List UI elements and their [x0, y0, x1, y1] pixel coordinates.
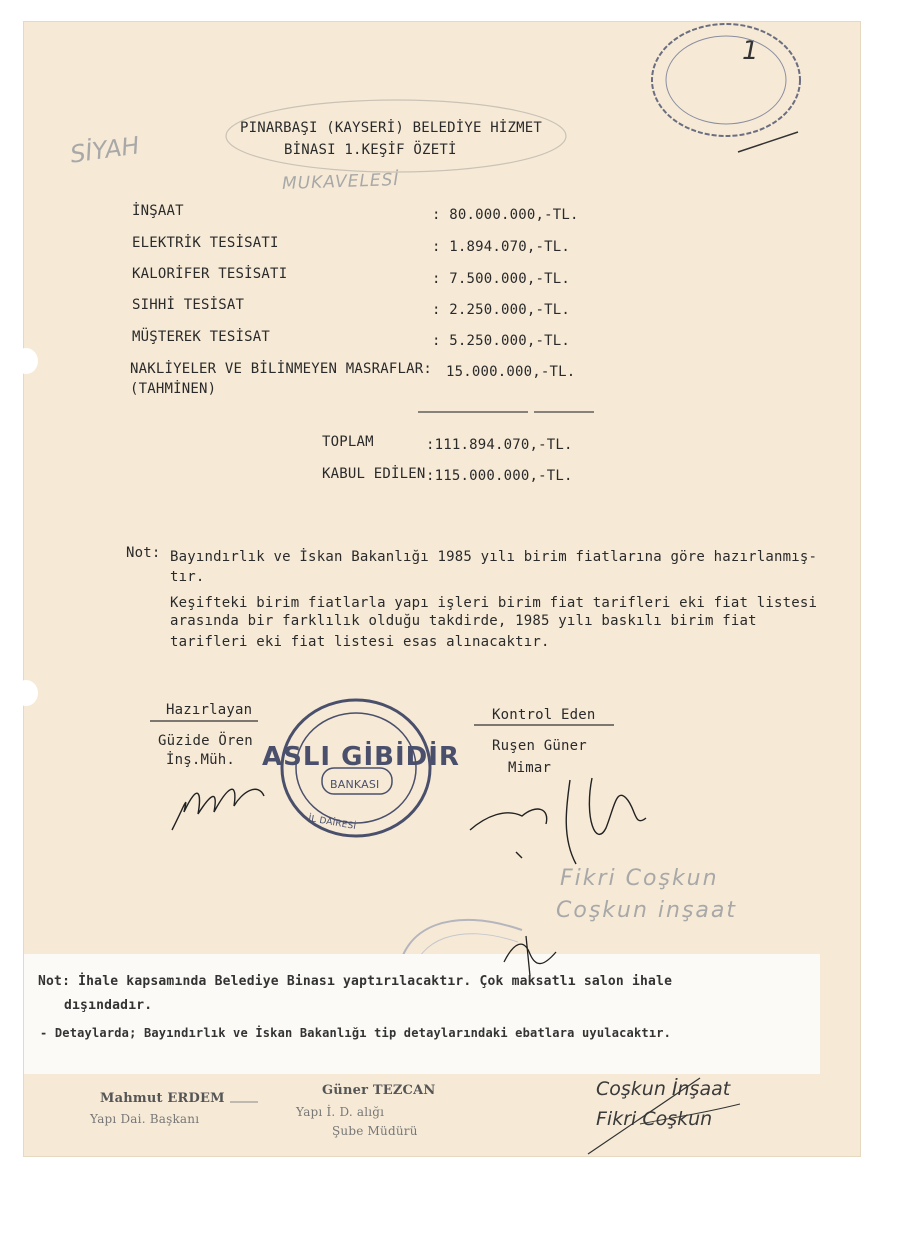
punch-hole	[14, 348, 38, 374]
note-line-2: tır.	[170, 569, 205, 585]
footer-left-rule	[230, 1100, 260, 1104]
note-line-3: Keşifteki birim fiatlarla yapı işleri birim fiat tarifleri eki fiat listesi	[170, 595, 818, 611]
controlled-signature	[466, 768, 666, 868]
note-line-4: arasında bir farklılık olduğu takdirde, 1985 yılı baskılı birim fiat	[170, 613, 757, 629]
item-value-elektrik: : 1.894.070,-TL.	[432, 239, 571, 255]
item-value-insaat: : 80.000.000,-TL.	[432, 207, 579, 223]
controlled-name: Ruşen Güner	[492, 738, 587, 754]
prepared-signature	[168, 772, 268, 836]
pencil-fikri-coskun: Fikri Coşkun	[560, 866, 719, 891]
kabul-label: KABUL EDİLEN	[322, 466, 426, 482]
item-label-nakliye: NAKLİYELER VE BİLİNMEYEN MASRAFLAR:	[130, 361, 433, 377]
punch-hole	[14, 680, 38, 706]
toplam-label: TOPLAM	[322, 434, 374, 450]
pencil-note-mukavelesi: MUKAVELESİ	[281, 169, 400, 195]
stamp-asli-gibidir: ASLI GİBİDİR	[262, 742, 460, 772]
controlled-role: Mimar	[508, 760, 552, 776]
footer-mid-name: Güner TEZCAN	[322, 1083, 436, 1098]
footer-left-title: Yapı Dai. Başkanı	[90, 1112, 200, 1126]
note-line-5: tarifleri eki fiat listesi esas alınacaktır.	[170, 634, 550, 650]
controlled-underline	[474, 724, 616, 727]
footer-signature-strokes	[580, 1074, 770, 1158]
pasted-note-strip	[24, 954, 820, 1074]
header-title-line2: BİNASI 1.KEŞİF ÖZETİ	[284, 142, 457, 158]
item-value-kalorifer: : 7.500.000,-TL.	[432, 271, 571, 287]
bottom-note-line-1: Not: İhale kapsamında Belediye Binası yaptırılacaktır. Çok maksatlı salon ihale	[38, 974, 673, 989]
top-right-stamp	[648, 22, 804, 142]
strip-signature	[500, 932, 560, 980]
note-prefix: Not:	[126, 545, 161, 561]
page-number: 1	[742, 36, 759, 66]
header-title-line1: PINARBAŞI (KAYSERİ) BELEDİYE HİZMET	[240, 120, 543, 136]
controlled-title: Kontrol Eden	[492, 707, 596, 723]
item-note-tahminen: (TAHMİNEN)	[130, 381, 217, 397]
bottom-note-line-3: - Detaylarda; Bayındırlık ve İskan Bakanlığı tip detaylarındaki ebatlara uyulacaktır.	[40, 1026, 672, 1040]
note-line-1: Bayındırlık ve İskan Bakanlığı 1985 yılı birim fiatlarına göre hazırlanmış-	[170, 549, 818, 565]
kabul-value: :115.000.000,-TL.	[426, 468, 573, 484]
stamp-ring-text: İL DAİRESİ	[307, 813, 357, 833]
prepared-name: Güzide Ören	[158, 733, 253, 749]
toplam-value: :111.894.070,-TL.	[426, 437, 573, 453]
footer-signature-fikri-coskun: Fikri Coşkun	[596, 1108, 713, 1130]
footer-left-name: Mahmut ERDEM	[100, 1091, 225, 1106]
prepared-role: İnş.Müh.	[166, 752, 236, 768]
bottom-note-line-2: dışındadır.	[64, 998, 153, 1013]
item-label-insaat: İNŞAAT	[132, 203, 184, 219]
footer-signature-coskun-insaat: Coşkun İnşaat	[596, 1078, 731, 1100]
prepared-title: Hazırlayan	[166, 702, 253, 718]
item-label-sihhi: SIHHİ TESİSAT	[132, 297, 245, 313]
item-label-musterek: MÜŞTEREK TESİSAT	[132, 329, 271, 345]
prepared-underline	[150, 720, 260, 723]
pencil-coskun-insaat: Coşkun inşaat	[556, 898, 738, 923]
item-label-elektrik: ELEKTRİK TESİSATI	[132, 235, 279, 251]
footer-mid-subtitle: Şube Müdürü	[332, 1124, 418, 1138]
item-value-nakliye: 15.000.000,-TL.	[446, 364, 576, 380]
header-oval	[226, 96, 576, 180]
footer-mid-title: Yapı İ. D. alığı	[296, 1105, 385, 1119]
item-value-sihhi: : 2.250.000,-TL.	[432, 302, 571, 318]
item-label-kalorifer: KALORİFER TESİSATI	[132, 266, 288, 282]
stamp-bankasi: BANKASI	[330, 778, 380, 791]
sum-divider	[418, 410, 598, 414]
pencil-note-siyah: SİYAH	[68, 131, 142, 169]
item-value-musterek: : 5.250.000,-TL.	[432, 333, 571, 349]
